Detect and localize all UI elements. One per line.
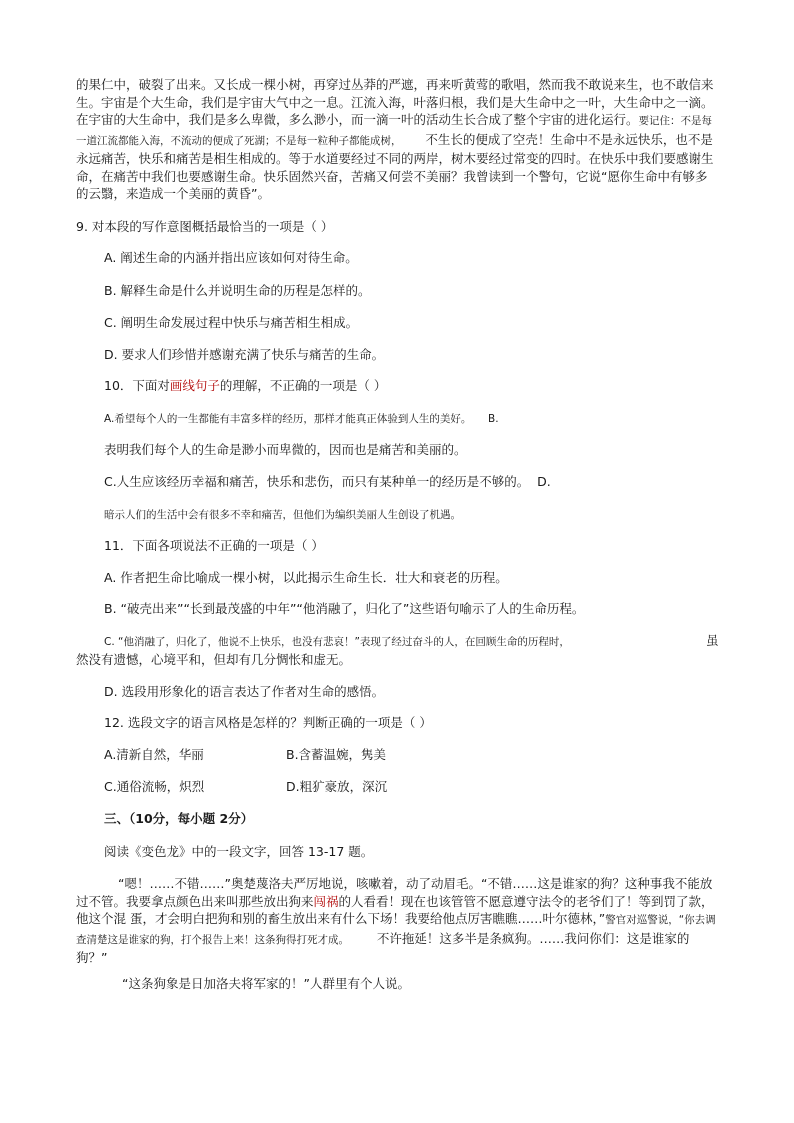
q11-option-c-tail: 虽 xyxy=(706,633,719,648)
q12-stem: 12. 选段文字的语言风格是怎样的？判断正确的一项是（ ） xyxy=(104,715,432,730)
section-intro: 阅读《变色龙》中的一段文字，回答 13-17 题。 xyxy=(104,844,374,859)
passage-paragraph xyxy=(76,76,716,203)
q12-option-b: B.含蓄温婉，隽美 xyxy=(286,747,387,762)
q11-option-d: D. 选段用形象化的语言表达了作者对生命的感悟。 xyxy=(104,684,385,699)
q10-highlight: 画线句子 xyxy=(169,378,220,393)
passage-small-text: 要记住：不是每一道江流都能入海，不流动的便成了死湖；不是每一粒种子都能成树， xyxy=(76,115,713,147)
q11-option-b: B. “破壳出来”“长到最茂盛的中年”“他消融了，归化了”这些语句喻示了人的生命历程。 xyxy=(104,601,585,616)
passage2-paragraph: “嗯！……不错……”奥楚蔑洛夫严厉地说，咳嗽着，动了动眉毛。“不错……这是谁家的狗？这种事我不能放过不管。我要拿点颜色出来叫那些放出狗来闯祸的人看看！现在也该管管不愿意遵守法令的老爷们了！等到罚了款，他这个混 蛋，才会明白把狗和别的畜生放出来有什么下场！我要给他点厉害瞧瞧……叶尔德林，”警官对巡警说，“你去调查清楚这是谁家的狗，打个报告上来！这条狗得打死才成。 不许拖延！这多半是条疯狗。……我问你们：这是谁家的狗？” xyxy=(76,876,716,965)
q12-option-a: A.清新自然，华丽 xyxy=(104,747,204,762)
q12-options-row2 xyxy=(104,778,388,796)
q12-option-d: D.粗犷豪放，深沉 xyxy=(286,779,388,794)
passage-text-rest: 不生长的便成了空壳！生命中不是永远快乐，也不是永远痛苦，快乐和痛苦是相生相成的。等于水道要经过不同的两岸，树木要经过常变的四时。在快乐中我们要感谢生命，在痛苦中我们也要感谢生命。快乐固然兴奋，苦痛又何尝不美丽？我曾读到一个警句，它说“愿你生命中有够多的云翳，来造成一个美丽的黄昏”。 xyxy=(76,131,714,201)
q11-option-c: C. “他消融了，归化了，他说不上快乐，也没有悲哀！”表现了经过奋斗的人，在回顾生命的历程时， xyxy=(104,636,570,648)
q11-option-c-cont: 然没有遗憾，心境平和，但却有几分惆怅和虚无。 xyxy=(76,652,352,667)
passage-text: 的果仁中，破裂了出来。又长成一棵小树，再穿过丛莽的严遮，再来听黄莺的歌唱，然而我不敢说来生，也不敢信来生。宇宙是个大生命，我们是宇宙大气中之一息。江流入海，叶落归根，我们是大生命中之一叶，大生命中之一滴。在宇宙的大生命中，我们是多么卑微，多么渺小，而一滴一叶的活动生长合成了整个宇宙的进化运行。 xyxy=(76,77,714,127)
passage2-quote: “这条狗象是日加洛夫将军家的！”人群里有个人说。 xyxy=(122,976,410,991)
q9-option-b: B. 解释生命是什么并说明生命的历程是怎样的。 xyxy=(104,283,371,298)
q10-option-a: A.希望每个人的一生都能有丰富多样的经历，那样才能真正体验到人生的美好。 B. xyxy=(104,413,499,425)
passage2-highlight: 闯祸 xyxy=(313,893,339,909)
q9-option-c: C. 阐明生命发展过程中快乐与痛苦相生相成。 xyxy=(104,315,359,330)
q9-stem: 9. 对本段的写作意图概括最恰当的一项是（ ） xyxy=(76,219,334,234)
q12-option-c: C.通俗流畅，炽烈 xyxy=(104,779,205,794)
q10-option-d: 暗示人们的生活中会有很多不幸和痛苦，但他们为编织美丽人生创设了机遇。 xyxy=(104,509,461,521)
q9-option-d: D. 要求人们珍惜并感谢充满了快乐与痛苦的生命。 xyxy=(104,347,385,362)
q11-stem: 11．下面各项说法不正确的一项是（ ） xyxy=(104,538,324,553)
q9-option-a: A. 阐述生命的内涵并指出应该如何对待生命。 xyxy=(104,250,358,265)
q10-option-b: 表明我们每个人的生命是渺小而卑微的，因而也是痛苦和美丽的。 xyxy=(104,442,467,457)
q11-option-a: A. 作者把生命比喻成一棵小树，以此揭示生命生长．壮大和衰老的历程。 xyxy=(104,570,508,585)
q10-stem: 10．下面对画线句子的理解，不正确的一项是（ ） xyxy=(104,378,387,393)
section-heading: 三、（10分，每小题 2分） xyxy=(104,811,254,826)
q10-option-c: C.人生应该经历幸福和痛苦，快乐和悲伤，而只有某种单一的经历是不够的。 D. xyxy=(104,474,551,489)
q12-options-row1 xyxy=(104,746,387,764)
